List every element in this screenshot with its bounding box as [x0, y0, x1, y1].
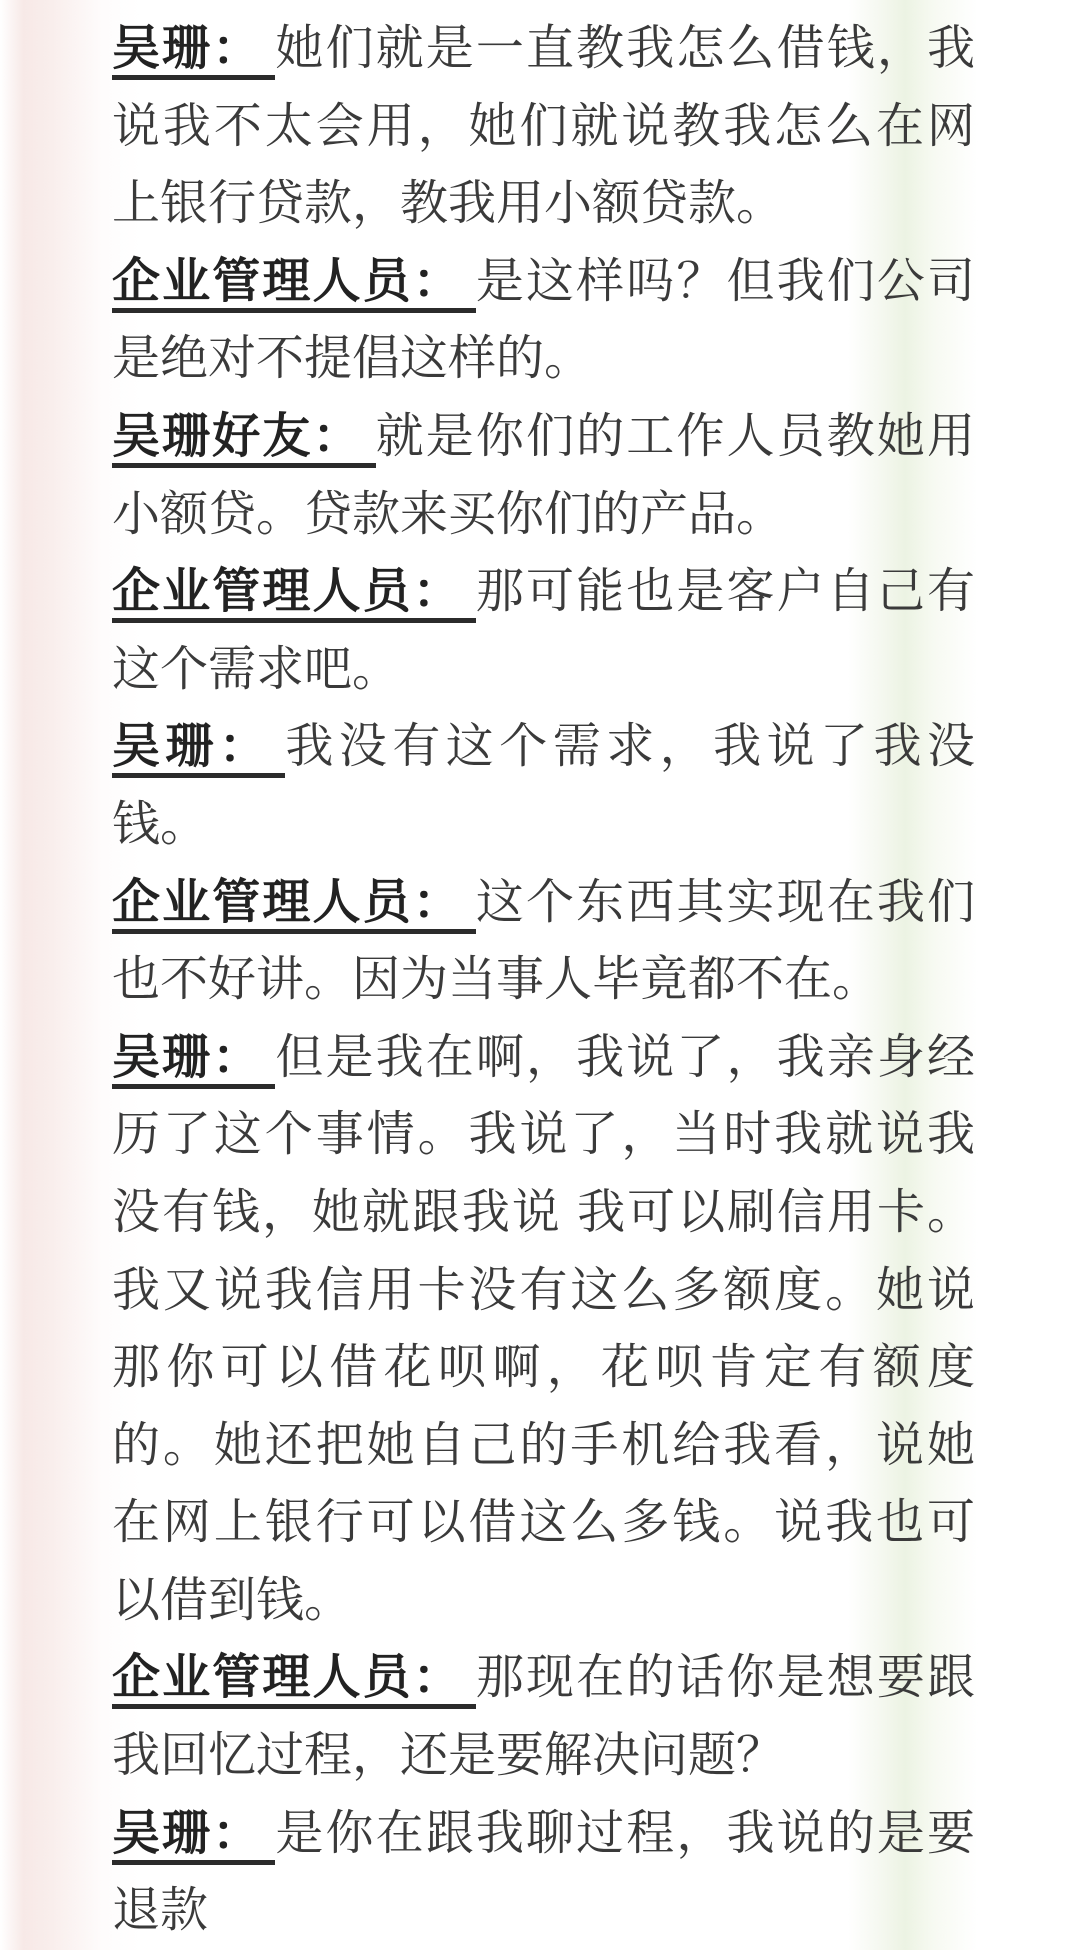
dialogue-turn — [112, 553, 975, 708]
utterance-text: 是这样吗？但我们公司是绝对不提倡这样的。 — [112, 254, 975, 386]
dialogue-turn — [112, 10, 975, 243]
dialogue-turn — [112, 708, 975, 863]
utterance-text: 我没有这个需求，我说了我没钱。 — [112, 720, 975, 851]
utterance-text: 但是我在啊，我说了，我亲身经历了这个事情。我说了，当时我就说我没有钱，她就跟我说 我可以刷信用卡。我又说我信用卡没有这么多额度。她说那你可以借花呗啊，花呗肯定有额度的。她还把她自己的手机给我看，说她在网上银行可以借这么多钱。说我也可以借到钱。 — [112, 1030, 975, 1627]
dialogue-turn — [112, 243, 975, 398]
dialogue-turn — [112, 864, 975, 1019]
utterance-text: 是你在跟我聊过程，我说的是要退款 — [112, 1806, 975, 1938]
speaker-name: 吴珊： — [112, 1031, 275, 1089]
dialogue-turn — [112, 398, 975, 553]
speaker-name: 企业管理人员： — [112, 1651, 476, 1709]
utterance-text: 这个东西其实现在我们也不好讲。因为当事人毕竟都不在。 — [112, 875, 975, 1007]
speaker-name: 吴珊好友： — [112, 410, 376, 468]
dialogue-turn — [112, 1019, 975, 1640]
speaker-name: 企业管理人员： — [112, 565, 476, 623]
speaker-name: 企业管理人员： — [112, 876, 476, 934]
speaker-name: 企业管理人员： — [112, 255, 476, 313]
utterance-text: 就是你们的工作人员教她用小额贷。贷款来买你们的产品。 — [112, 409, 975, 541]
speaker-name: 吴珊： — [112, 1807, 275, 1865]
speaker-name: 吴珊： — [112, 22, 275, 80]
dialogue-turn — [112, 1795, 975, 1950]
utterance-text: 她们就是一直教我怎么借钱，我说我不太会用，她们就说教我怎么在网上银行贷款，教我用小额贷款。 — [112, 22, 975, 231]
utterance-text: 那现在的话你是想要跟我回忆过程，还是要解决问题？ — [112, 1651, 975, 1783]
dialogue-turn — [112, 1639, 975, 1794]
speaker-name: 吴珊： — [112, 720, 285, 778]
utterance-text: 那可能也是客户自己有这个需求吧。 — [112, 565, 975, 696]
